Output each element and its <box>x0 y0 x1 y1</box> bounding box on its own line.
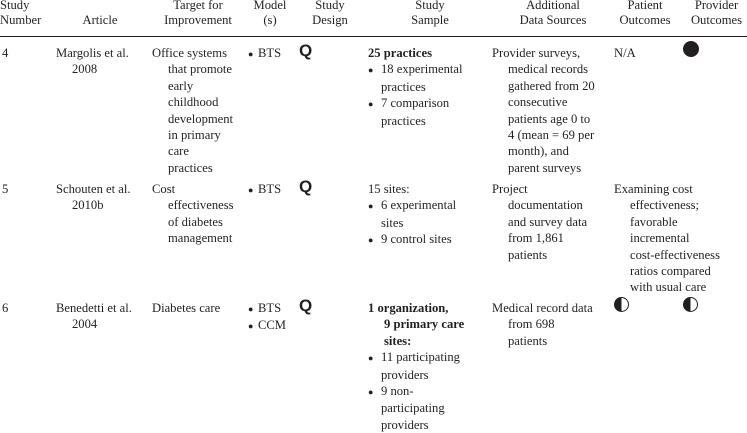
row-6-sample-head-line2: 9 primary care <box>384 317 465 332</box>
header-sample-line2: Sample <box>411 13 449 27</box>
row-5-po-line7: with usual care <box>630 280 707 295</box>
row-4-number: 4 <box>2 46 9 60</box>
row-5-model-item <box>248 181 281 198</box>
half-circle-icon <box>683 297 698 312</box>
row-4-sample-bullet-2-line2: practices <box>381 113 426 128</box>
header-model-line2: (s) <box>263 13 277 27</box>
bullet-icon: ● <box>248 304 254 314</box>
row-5-sample-bullet-2 <box>368 231 456 248</box>
bullet-icon: ● <box>248 49 254 59</box>
row-4-ds-line3: gathered from 20 <box>508 78 595 93</box>
row-5-po-line4: incremental <box>630 231 690 246</box>
header-provider-outcomes-line2: Outcomes <box>690 13 743 27</box>
row-6-sample-head-line1: 1 organization, <box>368 301 449 315</box>
row-5-article-line1: Schouten et al. <box>56 182 131 196</box>
row-6-target: Diabetes care <box>152 301 221 315</box>
row-5-po-line6: ratios compared <box>630 264 711 279</box>
header-rule <box>0 36 747 37</box>
header-data-sources-line1: Additional <box>526 0 580 12</box>
row-4-target-line5: development <box>168 111 234 126</box>
header-model-line1: Model <box>253 0 287 12</box>
row-6-sample-head-line3: sites: <box>384 333 412 348</box>
row-4-ds-line4: consecutive <box>508 95 568 110</box>
header-sample <box>380 0 480 28</box>
row-4-sample-bullet-1-line1: 18 experimental <box>381 62 463 77</box>
row-5-target-line1: Cost <box>152 182 176 196</box>
bullet-icon: ● <box>368 99 374 110</box>
header-data-sources-line2: Data Sources <box>519 13 587 27</box>
row-6-models <box>248 300 286 335</box>
row-5-article-line2: 2010b <box>72 198 104 213</box>
row-6-model-item-2 <box>248 317 286 334</box>
header-design-line2: Design <box>312 13 348 27</box>
header-sample-line1: Study <box>415 0 445 12</box>
row-6-number: 6 <box>2 301 9 315</box>
row-4-article <box>56 45 129 78</box>
row-4-ds-line8: parent surveys <box>508 160 582 175</box>
header-target <box>152 0 244 28</box>
row-5-ds-line3: and survey data <box>508 214 588 229</box>
row-5-article <box>56 181 131 214</box>
row-4-target-line4: childhood <box>168 95 219 110</box>
full-circle-icon <box>683 41 699 57</box>
row-4-ds-line1: Provider surveys, <box>492 46 581 60</box>
row-5-model-label: BTS <box>258 182 282 196</box>
qualitative-design-icon: Q <box>299 41 313 60</box>
row-5-sample-bullet-2-line1: 9 control sites <box>381 232 452 247</box>
row-6-sample-bullet-2 <box>368 383 464 433</box>
row-4-target-line6: in primary <box>168 128 221 143</box>
row-6-ds-line3: patients <box>508 333 548 348</box>
row-4-ds-line7: month), and <box>508 144 569 159</box>
row-6-model-label-1: BTS <box>258 301 282 315</box>
qualitative-design-icon: Q <box>299 177 313 196</box>
row-4-sample-head: 25 practices <box>368 46 432 60</box>
half-circle-icon <box>614 297 629 312</box>
bullet-icon: ● <box>368 235 374 246</box>
row-5-ds-line4: from 1,861 <box>508 231 564 246</box>
row-4-ds-line2: medical records <box>508 62 589 77</box>
row-6-sample-bullet-2-line2: participating <box>381 401 445 416</box>
row-6-sample-bullet-2-line3: providers <box>381 417 429 432</box>
row-4-sample-bullet-2-line1: 7 comparison <box>381 96 450 111</box>
row-6-model-label-2: CCM <box>258 318 286 333</box>
row-4-article-line1: Margolis et al. <box>56 46 129 60</box>
row-6-article <box>56 300 132 333</box>
row-6-sample-bullet-2-line1: 9 non- <box>381 384 414 399</box>
header-model <box>246 0 294 28</box>
bullet-icon: ● <box>248 185 254 195</box>
row-5-target-line3: of diabetes <box>168 214 223 229</box>
row-6-sample <box>368 300 464 433</box>
header-patient-outcomes <box>612 0 678 28</box>
header-article <box>70 13 130 28</box>
row-4-ds-line6: 4 (mean = 69 per <box>508 128 595 143</box>
row-5-sample-bullet-1-line2: sites <box>381 215 404 230</box>
row-5-sample-bullet-1 <box>368 197 456 231</box>
row-4-sample-bullet-2 <box>368 95 462 129</box>
row-4-sample-bullet-1 <box>368 61 462 95</box>
header-provider-outcomes-line1: Provider <box>694 0 739 12</box>
bullet-icon: ● <box>248 321 254 332</box>
bullet-icon: ● <box>368 387 374 398</box>
header-design <box>300 0 360 28</box>
header-target-line2: Improvement <box>164 13 232 27</box>
header-study-number-line2: Number <box>0 13 42 27</box>
row-5-target-line4: management <box>168 231 233 246</box>
row-6-sample-bullet-1 <box>368 349 464 383</box>
qualitative-design-icon: Q <box>299 296 313 315</box>
row-5-ds-line5: patients <box>508 247 548 262</box>
row-5-po-line1: Examining cost <box>614 182 693 196</box>
row-6-article-line2: 2004 <box>72 317 98 332</box>
header-patient-outcomes-line1: Patient <box>627 0 663 12</box>
row-5-sample-head: 15 sites: <box>368 182 410 196</box>
header-provider-outcomes <box>686 0 747 28</box>
row-6-data-sources <box>492 300 593 349</box>
row-6-model-item-1 <box>248 300 286 317</box>
row-6-sample-bullet-1-line2: providers <box>381 367 429 382</box>
row-5-po-line3: favorable <box>630 214 678 229</box>
row-4-model-item <box>248 45 281 62</box>
row-4-target-line1: Office systems <box>152 46 227 60</box>
row-4-model-label: BTS <box>258 46 282 60</box>
row-5-patient-outcomes <box>614 181 720 296</box>
row-6-article-line1: Benedetti et al. <box>56 301 132 315</box>
row-5-target-line2: effectiveness <box>168 198 234 213</box>
row-5-sample <box>368 181 456 249</box>
bullet-icon: ● <box>368 201 374 212</box>
row-4-models <box>248 45 281 62</box>
row-4-target-line3: early <box>168 78 194 93</box>
bullet-icon: ● <box>368 353 374 364</box>
row-4-ds-line5: patients age 0 to <box>508 111 591 126</box>
row-6-ds-line2: from 698 <box>508 317 555 332</box>
row-5-data-sources <box>492 181 587 263</box>
bullet-icon: ● <box>368 65 374 76</box>
row-6-sample-bullet-1-line1: 11 participating <box>381 350 460 365</box>
header-design-line1: Study <box>315 0 345 12</box>
row-4-patient-outcomes: N/A <box>614 46 636 60</box>
row-5-sample-bullet-1-line1: 6 experimental <box>381 198 457 213</box>
header-article-line1: Article <box>82 13 118 27</box>
row-4-article-line2: 2008 <box>72 62 98 77</box>
row-5-po-line5: cost-effectiveness <box>630 247 720 262</box>
row-4-data-sources <box>492 45 595 176</box>
header-target-line1: Target for <box>173 0 223 12</box>
header-study-number-line1: Study <box>0 0 30 12</box>
row-5-models <box>248 181 281 198</box>
row-4-target-line7: care <box>168 144 189 159</box>
row-5-target <box>152 181 234 247</box>
header-study-number <box>0 0 41 28</box>
row-4-target-line2: that promote <box>168 62 233 77</box>
header-patient-outcomes-line2: Outcomes <box>619 13 671 27</box>
row-5-number: 5 <box>2 182 9 196</box>
row-4-sample-bullet-1-line2: practices <box>381 79 426 94</box>
row-4-target-line8: practices <box>168 160 213 175</box>
row-5-ds-line2: documentation <box>508 198 583 213</box>
row-6-ds-line1: Medical record data <box>492 301 593 315</box>
row-5-ds-line1: Project <box>492 182 528 196</box>
row-5-po-line2: effectiveness; <box>630 198 700 213</box>
header-data-sources <box>498 0 608 28</box>
row-4-sample <box>368 45 462 129</box>
row-4-target <box>152 45 233 176</box>
